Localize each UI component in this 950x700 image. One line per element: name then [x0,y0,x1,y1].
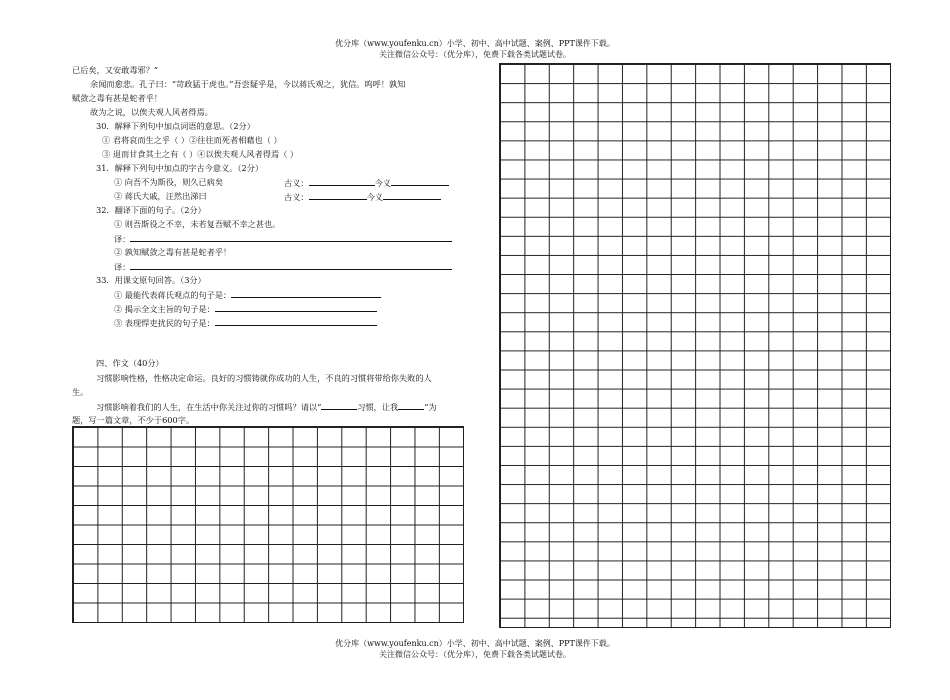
page-header [0,38,950,60]
q30-items-1: ① 君将哀而生之乎（ ）②往往而死者相藉也（ ） [102,135,282,145]
q31-item-2: ② 蒋氏大戚，汪然出涕曰 [114,191,207,201]
q33-1-blank[interactable] [231,288,381,298]
essay-grid-left[interactable] [72,426,464,623]
q32-item-1: ① 则吾斯役之不幸，未若复吾赋不幸之甚也。 [114,219,281,229]
q31-2-ancient-blank[interactable] [309,190,367,200]
passage-line-1: 已后矣，又安敢毒邪？” [72,65,159,75]
header-line-2: 关注微信公众号：（优分库），免费下载各类试题试卷。 [379,50,571,59]
q31-item-1: ① 向吾不为斯役，则久已病矣 [114,177,224,187]
header-line-1: 优分库（www.youfenku.cn）小学、初中、高中试题、案例、PPT课件下载。 [335,39,615,48]
q31-1-modern-blank[interactable] [391,176,449,186]
q30-items-2: ③ 退而甘食其土之有（ ）④以俟夫观人风者得焉（ ） [102,149,299,159]
q31-item-2-answers: 古义： 今义 [284,190,441,205]
essay-para-2b: 题，写一篇文章，不少于600字。 [72,415,195,425]
q33-2-blank[interactable] [215,302,377,312]
essay-para-1b: 生。 [72,387,89,397]
q32-answer-1: 译： [114,232,452,247]
q32-answer-2: 译： [114,260,452,275]
essay-para-2a: 习惯影响着我们的人生，在生活中你关注过你的习惯吗？请以“ 习惯，让我 ”为 [96,402,437,412]
essay-title-blank-2[interactable] [398,400,424,410]
q33-title: 33．用课文原句回答。（3分） [96,275,206,285]
passage-line-4: 故为之说，以俟夫观人风者得焉。 [90,107,213,117]
footer-line-2: 关注微信公众号：（优分库），免费下载各类试题试卷。 [379,650,571,659]
q31-title: 31．解释下列句中加点的字古今意义。（2分） [96,163,264,173]
passage-line-2: 余闻而愈悲。孔子曰：“苛政猛于虎也。”吾尝疑乎是，今以蒋氏观之，犹信。呜呼！孰知 [90,79,406,89]
q32-item-2: ② 孰知赋敛之毒有甚是蛇者乎！ [114,247,232,257]
q33-3-blank[interactable] [215,316,377,326]
q33-item-1: ① 最能代表蒋氏观点的句子是： [114,288,381,303]
q31-item-1-answers: 古义： 今义 [284,176,449,191]
footer-line-1: 优分库（www.youfenku.cn）小学、初中、高中试题、案例、PPT课件下载。 [335,639,615,648]
q30-title: 30．解释下列句中加点词语的意思。（2分） [96,121,255,131]
essay-title: 四、作文（40分） [96,358,164,368]
essay-grid-right[interactable] [499,63,891,628]
q33-item-3: ③ 表现悍吏扰民的句子是： [114,316,377,331]
page-footer [0,638,950,660]
q32-1-blank[interactable] [130,232,452,242]
essay-para-1a: 习惯影响性格，性格决定命运。良好的习惯铸就你成功的人生，不良的习惯将带给你失败的人 [96,373,432,383]
passage-line-3: 赋敛之毒有甚是蛇者乎！ [72,93,163,103]
q31-2-modern-blank[interactable] [383,190,441,200]
q32-2-blank[interactable] [130,260,452,270]
q33-item-2: ② 揭示全文主旨的句子是： [114,302,377,317]
q32-title: 32．翻译下面的句子。（2分） [96,205,206,215]
q31-1-ancient-blank[interactable] [309,176,375,186]
essay-title-blank-1[interactable] [321,400,357,410]
